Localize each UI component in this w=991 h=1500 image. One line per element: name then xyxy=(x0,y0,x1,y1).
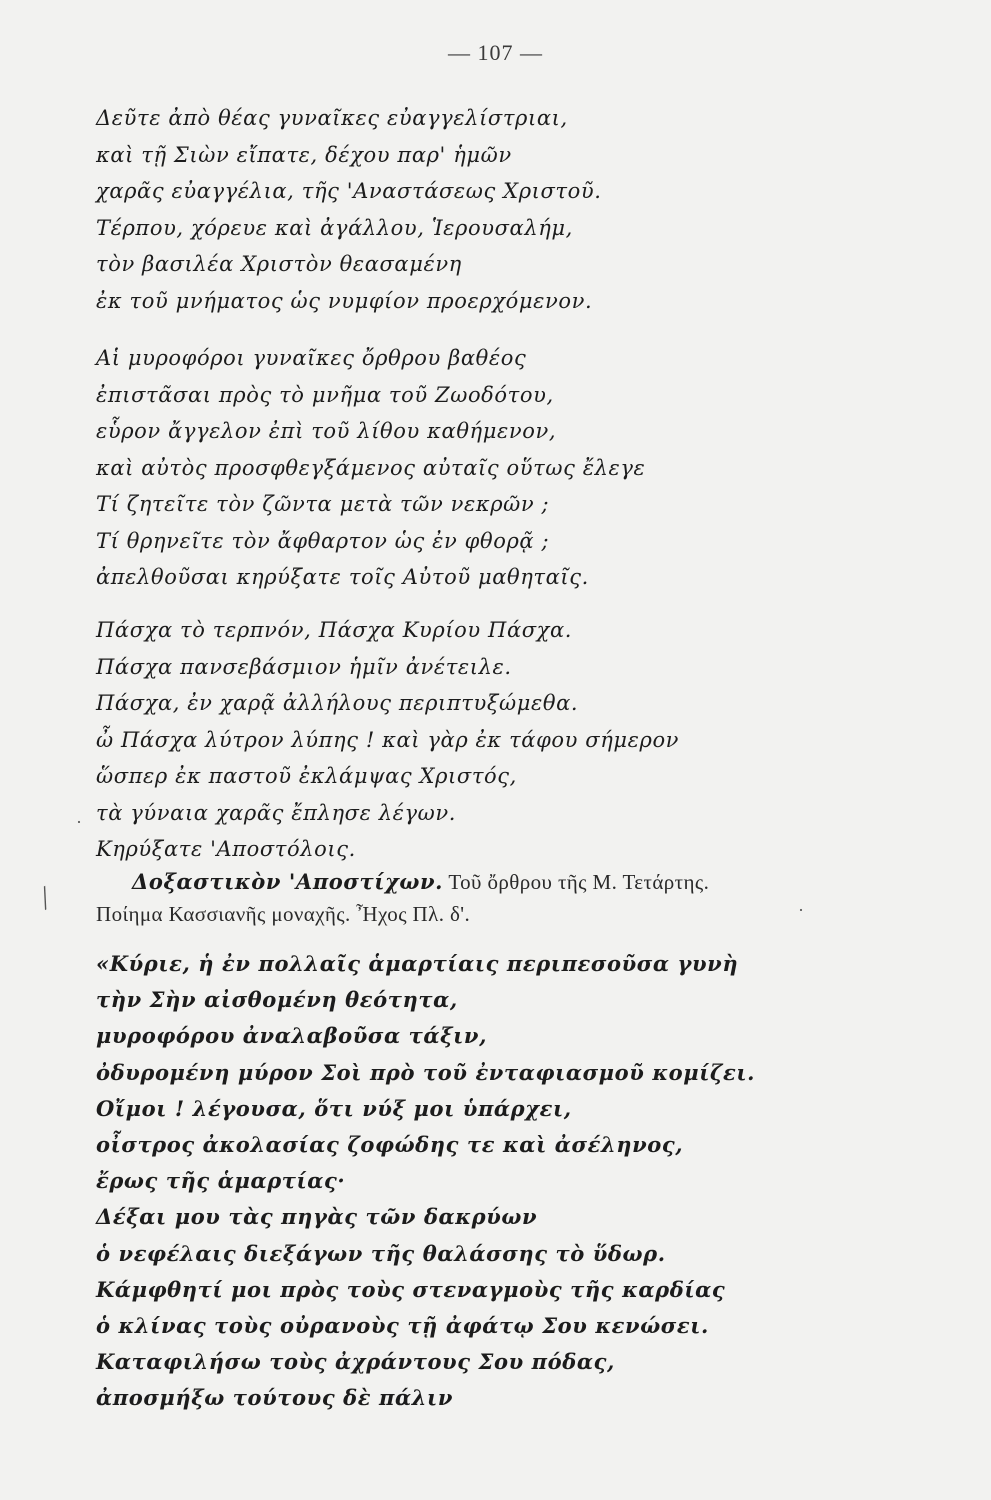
verse-line: τὰ γύναια χαρᾶς ἔπλησε λέγων. xyxy=(96,800,457,825)
verse-line: Δεῦτε ἀπὸ θέας γυναῖκες εὐαγγελίστριαι, xyxy=(96,106,568,130)
verse-line: Οἴμοι ! λέγουσα, ὅτι νύξ μοι ὑπάρχει, xyxy=(96,1095,572,1121)
verse-line: Αἱ μυροφόροι γυναῖκες ὄρθρου βαθέος xyxy=(96,346,527,370)
heading-line-1 xyxy=(96,866,926,898)
heading-line-2: Ποίημα Κασσιανῆς μοναχῆς. Ἦχος Πλ. δ'. xyxy=(96,902,471,926)
stanza-4 xyxy=(96,946,926,1417)
verse-line: Καταφιλήσω τοὺς ἀχράντους Σου πόδας, xyxy=(96,1349,615,1375)
verse-line: καὶ τῇ Σιὼν εἴπατε, δέχου παρ' ἡμῶν xyxy=(96,142,512,167)
verse-line: Τέρπου, χόρευε καὶ ἀγάλλου, Ἱερουσαλήμ, xyxy=(96,215,573,240)
verse-line: Κάμφθητί μοι πρὸς τοὺς στεναγμοὺς τῆς καρδίας xyxy=(96,1276,726,1302)
verse-line: τὴν Σὴν αἰσθομένη θεότητα, xyxy=(96,987,458,1013)
heading-title: Δοξαστικὸν 'Αποστίχων. xyxy=(132,869,444,894)
verse-line: ἀποσμήξω τούτους δὲ πάλιν xyxy=(96,1385,453,1411)
verse-line: ἀπελθοῦσαι κηρύξατε τοῖς Αὐτοῦ μαθηταῖς. xyxy=(96,565,589,589)
verse-line: μυροφόρου ἀναλαβοῦσα τάξιν, xyxy=(96,1023,488,1049)
verse-line: χαρᾶς εὐαγγέλια, τῆς 'Αναστάσεως Χριστοῦ. xyxy=(96,179,602,203)
stray-dot-icon: · xyxy=(798,900,804,920)
verse-line: ἔρως τῆς ἁμαρτίας· xyxy=(96,1168,346,1194)
verse-line: ὦ Πάσχα λύτρον λύπης ! καὶ γὰρ ἐκ τάφου σήμερον xyxy=(96,727,680,752)
stray-dot-icon: · xyxy=(76,812,82,832)
page-number: — 107 — xyxy=(448,40,543,65)
verse-line: οἶστρος ἀκολασίας ζοφώδης τε καὶ ἀσέληνος, xyxy=(96,1132,684,1158)
verse-line: ὁ κλίνας τοὺς οὐρανοὺς τῇ ἀφάτῳ Σου κενώσει. xyxy=(96,1313,709,1339)
stanza-1 xyxy=(96,100,926,319)
verse-line: ἐπιστᾶσαι πρὸς τὸ μνῆμα τοῦ Ζωοδότου, xyxy=(96,382,554,407)
stray-mark-icon: ╱ xyxy=(35,886,55,910)
verse-line: τὸν βασιλέα Χριστὸν θεασαμένη xyxy=(96,252,462,276)
verse-line: ὁ νεφέλαις διεξάγων τῆς θαλάσσης τὸ ὕδωρ. xyxy=(96,1240,666,1266)
verse-line: Τί θρηνεῖτε τὸν ἄφθαρτον ὡς ἐν φθορᾷ ; xyxy=(96,528,550,553)
verse-line: Δέξαι μου τὰς πηγὰς τῶν δακρύων xyxy=(96,1204,538,1230)
heading-subtitle: Τοῦ ὄρθρου τῆς Μ. Τετάρτης. xyxy=(443,870,710,894)
stanza-3 xyxy=(96,612,926,868)
verse-line: Κηρύξατε 'Αποστόλοις. xyxy=(96,837,356,861)
stanza-2 xyxy=(96,340,926,596)
verse-line: εὗρον ἄγγελον ἐπὶ τοῦ λίθου καθήμενον, xyxy=(96,419,557,443)
verse-line: Τί ζητεῖτε τὸν ζῶντα μετὰ τῶν νεκρῶν ; xyxy=(96,492,550,516)
verse-line: Πάσχα τὸ τερπνόν, Πάσχα Κυρίου Πάσχα. xyxy=(96,618,573,642)
verse-line: Πάσχα πανσεβάσμιον ἡμῖν ἀνέτειλε. xyxy=(96,654,512,679)
verse-line: ἐκ τοῦ μνήματος ὡς νυμφίον προερχόμενον. xyxy=(96,288,593,313)
verse-line: καὶ αὐτὸς προσφθεγξάμενος αὐταῖς οὕτως ἔλεγε xyxy=(96,455,646,480)
verse-line: «Κύριε, ἡ ἐν πολλαῖς ἁμαρτίαις περιπεσοῦσα γυνὴ xyxy=(96,951,739,976)
verse-line: Πάσχα, ἐν χαρᾷ ἀλλήλους περιπτυξώμεθα. xyxy=(96,691,579,715)
verse-line: ὥσπερ ἐκ παστοῦ ἐκλάμψας Χριστός, xyxy=(96,764,517,788)
verse-line: ὀδυρομένη μύρον Σοὶ πρὸ τοῦ ἐνταφιασμοῦ κομίζει. xyxy=(96,1059,756,1085)
